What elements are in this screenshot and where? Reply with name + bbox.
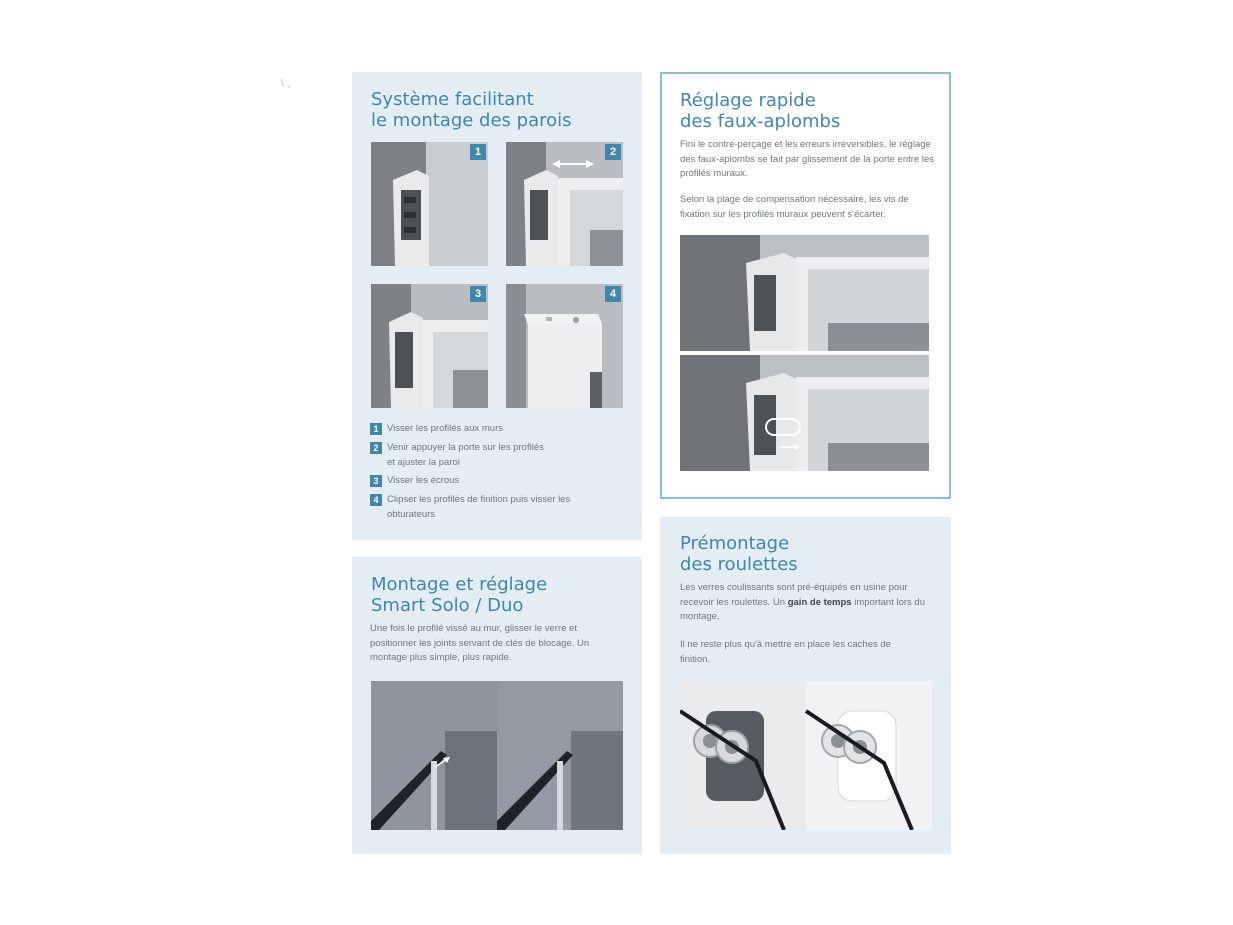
door-pressing-illustration [506,142,623,266]
step-number-badge: 3 [470,286,486,302]
panel-plumb-adjustment [660,72,951,499]
step-badge: 3 [370,475,382,487]
step-number-badge: 1 [470,144,486,160]
corner-mark-icon [280,77,292,89]
nut-screwing-illustration [371,284,488,408]
step-item-4 [370,493,600,522]
profile-gap-illustration [680,235,929,351]
step-photo-3 [371,284,488,408]
panel-title: Réglage rapide des faux-aplombs [680,90,841,132]
step-badge: 4 [370,494,382,506]
step-photo-4 [506,284,623,408]
step-photo-2 [506,142,623,266]
step-badge: 2 [370,442,382,454]
panel-roller-premounting [660,517,951,854]
step-item-1 [370,422,600,437]
step-number-badge: 2 [605,144,621,160]
panel-paragraph-1 [680,581,935,625]
glass-joint-illustration [371,681,623,830]
finishing-profile-illustration [506,284,623,408]
step-text: Clipser les profilés de finition puis visser les obturateurs [387,494,571,520]
step-item-3 [370,474,600,489]
step-text: Visser les profilés aux murs [387,423,503,434]
panel-paragraph-2: Selon la plage de compensation nécessaire, les vis de fixation sur les profilés muraux peuvent s'écarter. [680,194,909,220]
smart-solo-duo-photo [371,681,623,830]
panel-wall-mounting-system [352,72,642,540]
panel-paragraph: Une fois le profilé vissé au mur, glisser le verre et positionner les joints servant de clés de blocage. Un montage plus simple, plus rapide. [370,623,590,663]
step-text: Venir appuyer la porte sur les profilés et ajuster la paroi [387,442,544,468]
paragraph-emphasis: gain de temps [787,596,852,608]
step-number-badge: 4 [605,286,621,302]
adjustment-photo-top [680,235,929,351]
step-item-2 [370,441,600,470]
panel-smart-solo-duo [352,557,642,854]
step-badge: 1 [370,423,382,435]
adjustment-photo-bottom [680,355,929,471]
panel-paragraph-2: Il ne reste plus qu'à mettre en place les caches de finition. [680,639,891,665]
screw-slot-illustration [680,355,929,471]
panel-title: Prémontage des roulettes [680,533,798,575]
panel-paragraph-1: Fini le contre-perçage et les erreurs irréversibles, le réglage des faux-aplombs se fait par glissement de la porte entre les profilés muraux. [680,139,934,179]
rollers-photo [680,681,932,830]
roller-hardware-illustration [680,681,932,830]
panel-title: Montage et réglage Smart Solo / Duo [371,574,548,616]
step-text: Visser les écrous [387,475,460,486]
panel-title: Système facilitant le montage des parois [371,89,572,131]
paragraph-text: Les verres coulissants sont pré-équipés en usine pour recevoir les roulettes. Un [680,582,908,608]
step-photo-1 [371,142,488,266]
paragraph-text: important lors du montage. [680,596,925,622]
profile-mounting-illustration [371,142,488,266]
